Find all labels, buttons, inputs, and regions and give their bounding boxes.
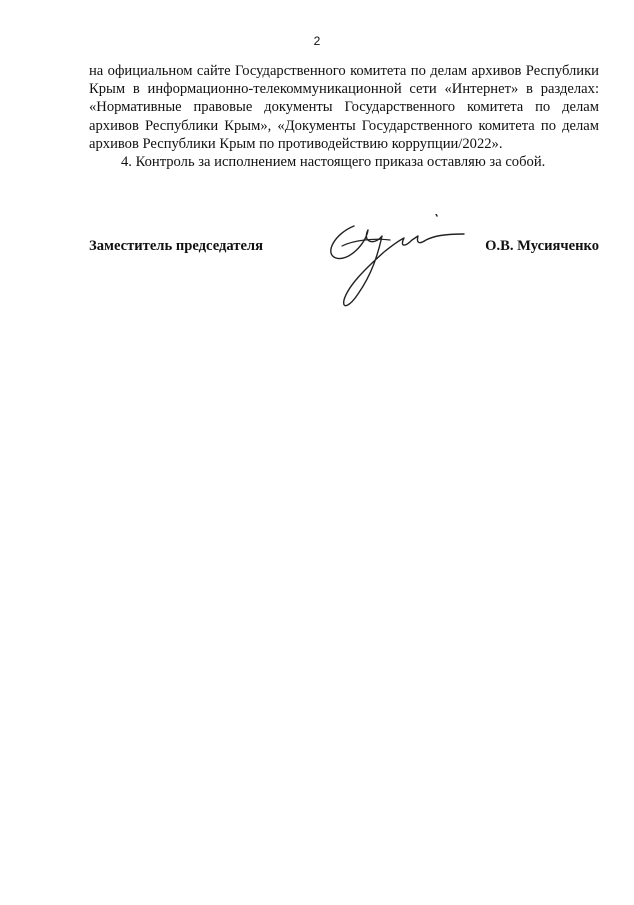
signature-block bbox=[89, 238, 599, 318]
paragraph-control: 4. Контроль за исполнением настоящего приказа оставляю за собой. bbox=[121, 154, 546, 171]
page-number: 2 bbox=[313, 34, 321, 48]
handwritten-signature bbox=[314, 214, 484, 314]
signature-drawing bbox=[314, 214, 484, 314]
signer-title: Заместитель председателя bbox=[89, 238, 264, 254]
document-body bbox=[89, 62, 599, 171]
signer-name: О.В. Мусияченко bbox=[485, 238, 599, 254]
paragraph-publication: на официальном сайте Государственного комитета по делам архивов Республики Крым в информационно-телекоммуникационной сети «Интернет» в разделах: «Нормативные правовые документы Государственного комитета по делам архивов Республики Крым», «Документы Государственного комитета по делам архивов Республики Крым по противодействию коррупции/2022». bbox=[89, 63, 599, 152]
